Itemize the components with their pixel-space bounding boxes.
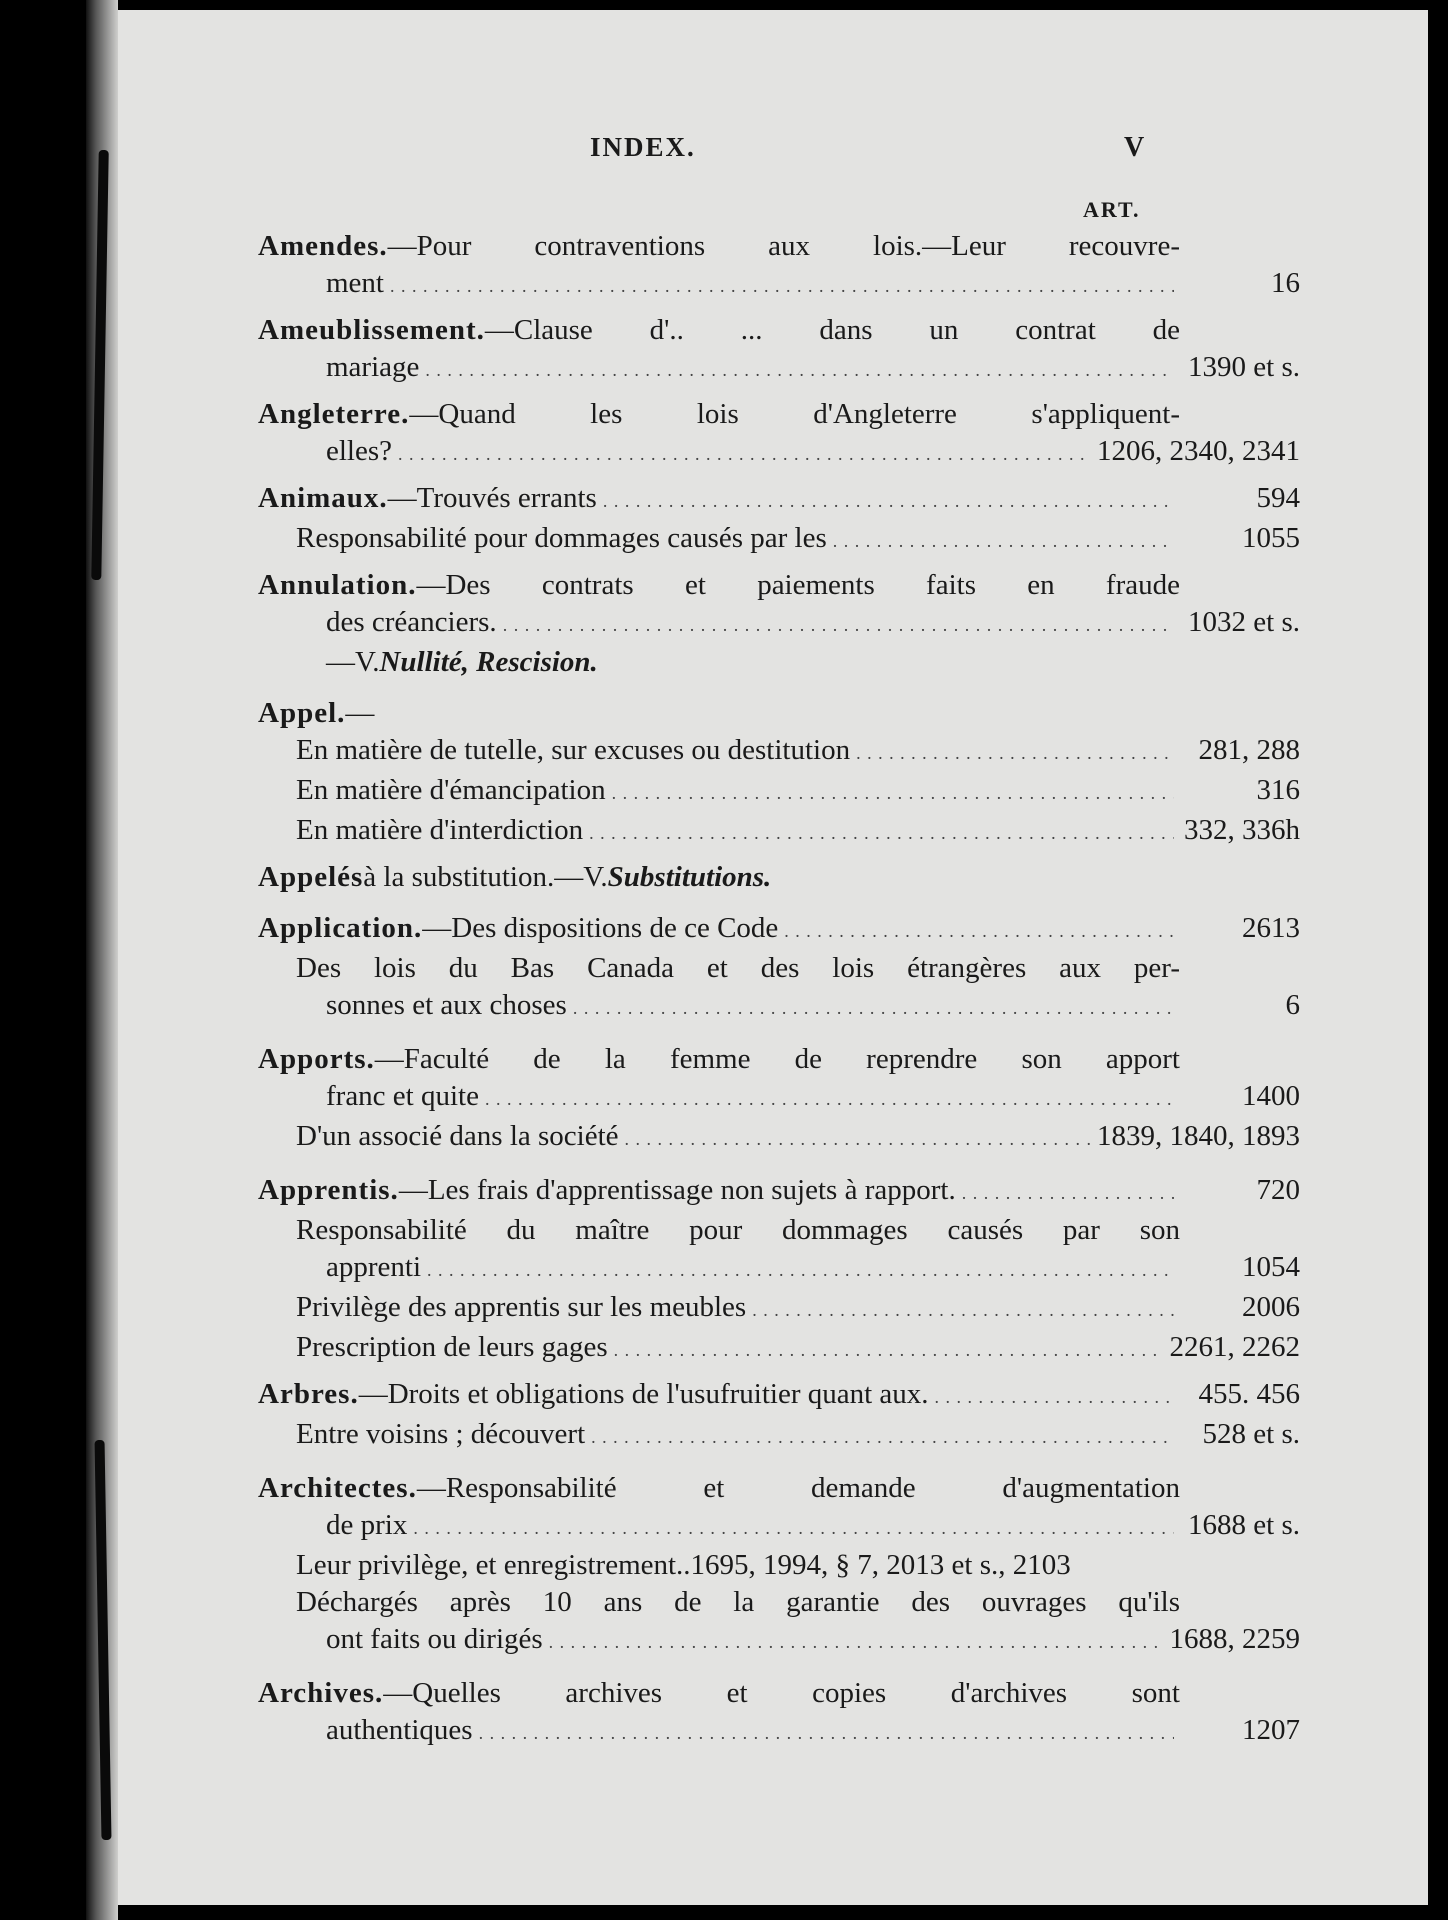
- entry-text: En matière d'interdiction: [296, 814, 584, 846]
- index-entry: [150, 480, 1300, 560]
- entry-heading: Archives.: [258, 1677, 384, 1709]
- sub-entry: [150, 987, 1300, 1027]
- article-ref: 316: [1256, 774, 1300, 806]
- entry-text: —Des dispositions de ce Code: [422, 912, 779, 944]
- dot-leader: [856, 732, 1174, 772]
- entry-text: —Clause d'.. ... dans un contrat de: [484, 314, 1180, 346]
- dot-leader: [625, 1118, 1091, 1158]
- entry-line: [150, 265, 1300, 305]
- article-ref: 16: [1271, 267, 1300, 299]
- dot-leader: [503, 604, 1174, 644]
- entry-line: [150, 312, 1300, 349]
- entry-text: En matière d'émancipation: [296, 774, 606, 806]
- entry-text: —Quelles archives et copies d'archives sont: [383, 1677, 1180, 1709]
- entry-line: [150, 1041, 1300, 1078]
- index-entry: [150, 1041, 1300, 1158]
- article-ref: 1390 et s.: [1188, 351, 1300, 383]
- article-ref: 281, 288: [1198, 734, 1300, 766]
- entry-text: Déchargés après 10 ans de la garantie des ouvrages qu'ils: [296, 1586, 1180, 1618]
- index-entry: [150, 1675, 1300, 1752]
- entry-text: Privilège des apprentis sur les meubles: [296, 1291, 747, 1323]
- dot-leader: [591, 1416, 1174, 1456]
- entry-text: authentiques: [326, 1714, 473, 1746]
- dot-leader: [390, 265, 1174, 305]
- dot-leader: [833, 520, 1174, 560]
- entry-text: D'un associé dans la société: [296, 1120, 619, 1152]
- sub-entry: [150, 732, 1300, 772]
- dot-leader: [935, 1376, 1174, 1416]
- entry-line: [150, 228, 1300, 265]
- dot-leader: [549, 1621, 1164, 1661]
- index-entry: [150, 396, 1300, 473]
- entry-line: [150, 433, 1300, 473]
- entry-text: En matière de tutelle, sur excuses ou destitution: [296, 734, 851, 766]
- entry-heading: Amendes.: [258, 230, 388, 262]
- article-ref: 1206, 2340, 2341: [1097, 435, 1300, 467]
- entry-line: [150, 1470, 1300, 1507]
- entry-text: franc et quite: [326, 1080, 479, 1112]
- sub-entry: [150, 1584, 1300, 1621]
- index-entry: [150, 228, 1300, 305]
- article-ref: 1688 et s.: [1188, 1509, 1300, 1541]
- entry-text: sonnes et aux choses: [326, 989, 567, 1021]
- entry-line: [150, 604, 1300, 644]
- sub-entry: [150, 812, 1300, 852]
- sub-entry: [150, 1289, 1300, 1329]
- index-entry: [150, 910, 1300, 1027]
- article-ref: 1839, 1840, 1893: [1097, 1120, 1300, 1152]
- dot-leader: [752, 1289, 1174, 1329]
- article-column-label: ART.: [1083, 197, 1141, 222]
- entry-line: [150, 1675, 1300, 1712]
- entry-text: elles?: [326, 435, 393, 467]
- page-number: V: [1124, 132, 1145, 163]
- sub-entry: [150, 1249, 1300, 1289]
- index-entry: [150, 1172, 1300, 1369]
- entry-text: ont faits ou dirigés: [326, 1623, 543, 1655]
- dot-leader: [425, 349, 1174, 389]
- article-ref: 1032 et s.: [1188, 606, 1300, 638]
- entry-heading: Apports.: [258, 1043, 375, 1075]
- entry-text: —Les frais d'apprentissage non sujets à rapport.: [398, 1174, 956, 1206]
- see-refs: Substitutions.: [607, 861, 772, 893]
- entry-text: ment: [326, 267, 384, 299]
- entry-heading: Appel.: [258, 697, 346, 729]
- entry-text: Responsabilité du maître pour dommages causés par son: [296, 1214, 1180, 1246]
- index-list: [150, 228, 1300, 1759]
- dot-leader: [612, 772, 1174, 812]
- article-ref: 2006: [1242, 1291, 1300, 1323]
- entry-line: [150, 1507, 1300, 1547]
- entry-line: [150, 695, 1300, 732]
- see-also: [150, 644, 1300, 681]
- article-ref: 1054: [1242, 1251, 1300, 1283]
- entry-text: —Responsabilité et demande d'augmentation: [416, 1472, 1180, 1504]
- dot-leader: [784, 910, 1174, 950]
- entry-heading: Ameublissement.: [258, 314, 485, 346]
- entry-line: [150, 480, 1300, 520]
- index-entry: [150, 1470, 1300, 1661]
- article-ref: 455. 456: [1198, 1378, 1300, 1410]
- sub-entry: [150, 1118, 1300, 1158]
- entry-text: de prix: [326, 1509, 408, 1541]
- sub-entry: [150, 520, 1300, 560]
- dot-leader: [603, 480, 1174, 520]
- entry-heading: Apprentis.: [258, 1174, 399, 1206]
- article-ref: 2613: [1242, 912, 1300, 944]
- entry-text: —Droits et obligations de l'usufruitier quant aux.: [358, 1378, 929, 1410]
- index-entry: [150, 1376, 1300, 1456]
- entry-text: —Quand les lois d'Angleterre s'appliquent-: [409, 398, 1180, 430]
- sub-entry: [150, 772, 1300, 812]
- entry-text: Des lois du Bas Canada et des lois étrangères aux per-: [296, 952, 1180, 984]
- see-refs: Nullité, Rescision.: [379, 646, 598, 678]
- dot-leader: [413, 1507, 1174, 1547]
- see-prefix: —V.: [326, 646, 380, 678]
- entry-text: des créanciers.: [326, 606, 497, 638]
- entry-text: —Des contrats et paiements faits en fraude: [416, 569, 1180, 601]
- entry-heading: Appelés: [258, 861, 364, 893]
- entry-heading: Arbres.: [258, 1378, 359, 1410]
- entry-heading: Animaux.: [258, 482, 388, 514]
- article-ref: 1055: [1242, 522, 1300, 554]
- index-entry: [150, 312, 1300, 389]
- article-ref: 1400: [1242, 1080, 1300, 1112]
- article-ref: 1688, 2259: [1169, 1623, 1300, 1655]
- entry-text: Entre voisins ; découvert: [296, 1418, 586, 1450]
- index-entry: [150, 567, 1300, 681]
- article-ref: 1207: [1242, 1714, 1300, 1746]
- dot-leader: [962, 1172, 1174, 1212]
- entry-text: —Faculté de la femme de reprendre son apport: [374, 1043, 1180, 1075]
- entry-line: [150, 1172, 1300, 1212]
- dot-leader: [485, 1078, 1174, 1118]
- entry-line: [150, 567, 1300, 604]
- index-entry: [150, 859, 1300, 896]
- entry-text: —Trouvés errants: [387, 482, 597, 514]
- dot-leader: [614, 1329, 1164, 1369]
- dot-leader: [479, 1712, 1174, 1752]
- article-ref: 6: [1285, 989, 1300, 1021]
- entry-text: Responsabilité pour dommages causés par les: [296, 522, 827, 554]
- sub-entry: [150, 1621, 1300, 1661]
- entry-text: à la substitution.—V.: [363, 861, 608, 893]
- entry-line: [150, 1376, 1300, 1416]
- article-ref: 2261, 2262: [1169, 1331, 1300, 1363]
- entry-line: [150, 1078, 1300, 1118]
- entry-line: [150, 349, 1300, 389]
- entry-heading: Angleterre.: [258, 398, 410, 430]
- page-title: INDEX.: [590, 132, 696, 162]
- dot-leader: [427, 1249, 1174, 1289]
- article-ref: 332, 336h: [1184, 814, 1300, 846]
- sub-entry: [150, 950, 1300, 987]
- sub-entry: [150, 1212, 1300, 1249]
- dot-leader: [573, 987, 1174, 1027]
- entry-heading: Annulation.: [258, 569, 417, 601]
- index-entry: [150, 695, 1300, 852]
- sub-entry: [150, 1547, 1300, 1584]
- article-ref: 594: [1256, 482, 1300, 514]
- entry-line: [150, 396, 1300, 433]
- dot-leader: [589, 812, 1174, 852]
- entry-text: —Pour contraventions aux lois.—Leur recouvre-: [387, 230, 1180, 262]
- entry-heading: Architectes.: [258, 1472, 417, 1504]
- entry-heading: Application.: [258, 912, 423, 944]
- article-ref: 720: [1256, 1174, 1300, 1206]
- entry-text: apprenti: [326, 1251, 422, 1283]
- entry-text: Leur privilège, et enregistrement..1695, 1994, § 7, 2013 et s., 2103: [296, 1549, 1071, 1581]
- article-ref: 528 et s.: [1202, 1418, 1300, 1450]
- entry-text: Prescription de leurs gages: [296, 1331, 608, 1363]
- sub-entry: [150, 1416, 1300, 1456]
- entry-line: [150, 910, 1300, 950]
- entry-text: mariage: [326, 351, 420, 383]
- dot-leader: [398, 433, 1091, 473]
- entry-line: [150, 1712, 1300, 1752]
- sub-entry: [150, 1329, 1300, 1369]
- entry-text: —: [345, 697, 375, 729]
- entry-line: [150, 859, 1300, 896]
